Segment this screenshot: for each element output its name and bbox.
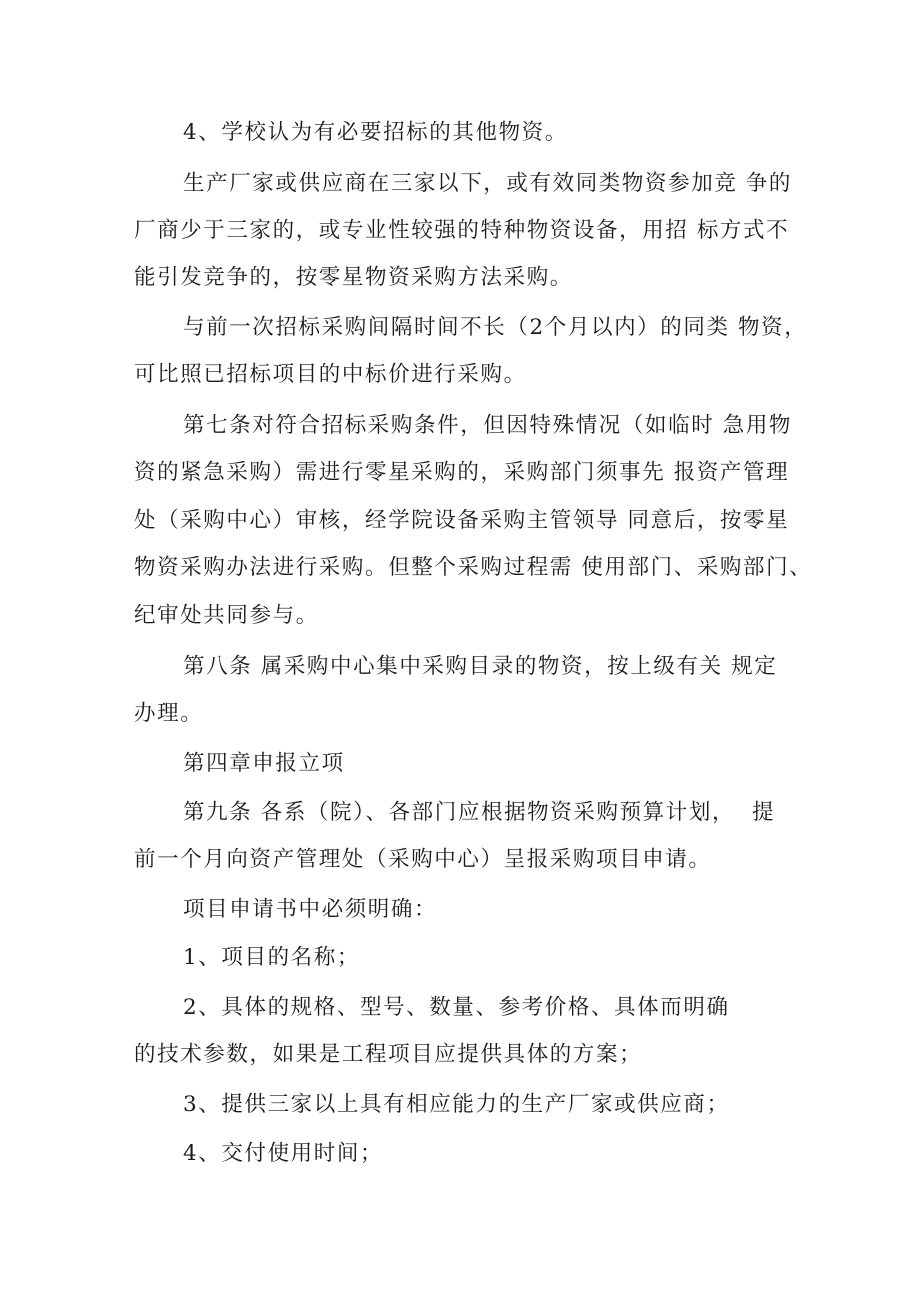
paragraph-line: 办理。 (134, 701, 204, 726)
paragraph-line: 资的紧急采购）需进行零星采购的，采购部门须事先 报资产管理 (134, 460, 790, 485)
paragraph-line: 生产厂家或供应商在三家以下，或有效同类物资参加竞 争的 (183, 171, 793, 196)
list-item: 2、具体的规格、型号、数量、参考价格、具体而明确 (183, 995, 730, 1020)
paragraph-line: 前一个月向资产管理处（采购中心）呈报采购项目申请。 (134, 847, 712, 872)
paragraph-line: 第八条 属采购中心集中采购目录的物资，按上级有关 规定 (183, 654, 778, 679)
list-item: 4、交付使用时间； (183, 1141, 384, 1166)
paragraph-line: 4、学校认为有必要招标的其他物资。 (183, 120, 568, 145)
list-item: 1、项目的名称； (183, 945, 360, 970)
paragraph-line: 项目申请书中必须明确： (183, 897, 438, 922)
list-item: 3、提供三家以上具有相应能力的生产厂家或供应商； (183, 1092, 730, 1117)
paragraph-line: 第九条 各系（院）、各部门应根据物资采购预算计划， 提 (183, 800, 776, 825)
paragraph-line: 与前一次招标采购间隔时间不长（2个月以内）的同类 物资， (183, 315, 808, 340)
paragraph-line: 纪审处共同参与。 (134, 603, 319, 628)
paragraph-line: 可比照已招标项目的中标价进行采购。 (134, 362, 527, 387)
paragraph-line: 处（采购中心）审核，经学院设备采购主管领导 同意后，按零星 (134, 508, 790, 533)
paragraph-line: 厂商少于三家的，或专业性较强的特种物资设备，用招 标方式不 (134, 218, 790, 243)
paragraph-line: 物资采购办法进行采购。但整个采购过程需 使用部门、采购部门、 (134, 555, 813, 580)
paragraph-line: 第七条对符合招标采购条件，但因特殊情况（如临时 急用物 (183, 413, 793, 438)
paragraph-line: 能引发竞争的，按零星物资采购方法采购。 (134, 265, 573, 290)
paragraph-line: 的技术参数，如果是工程项目应提供具体的方案； (134, 1042, 643, 1067)
chapter-heading: 第四章申报立项 (183, 751, 345, 776)
